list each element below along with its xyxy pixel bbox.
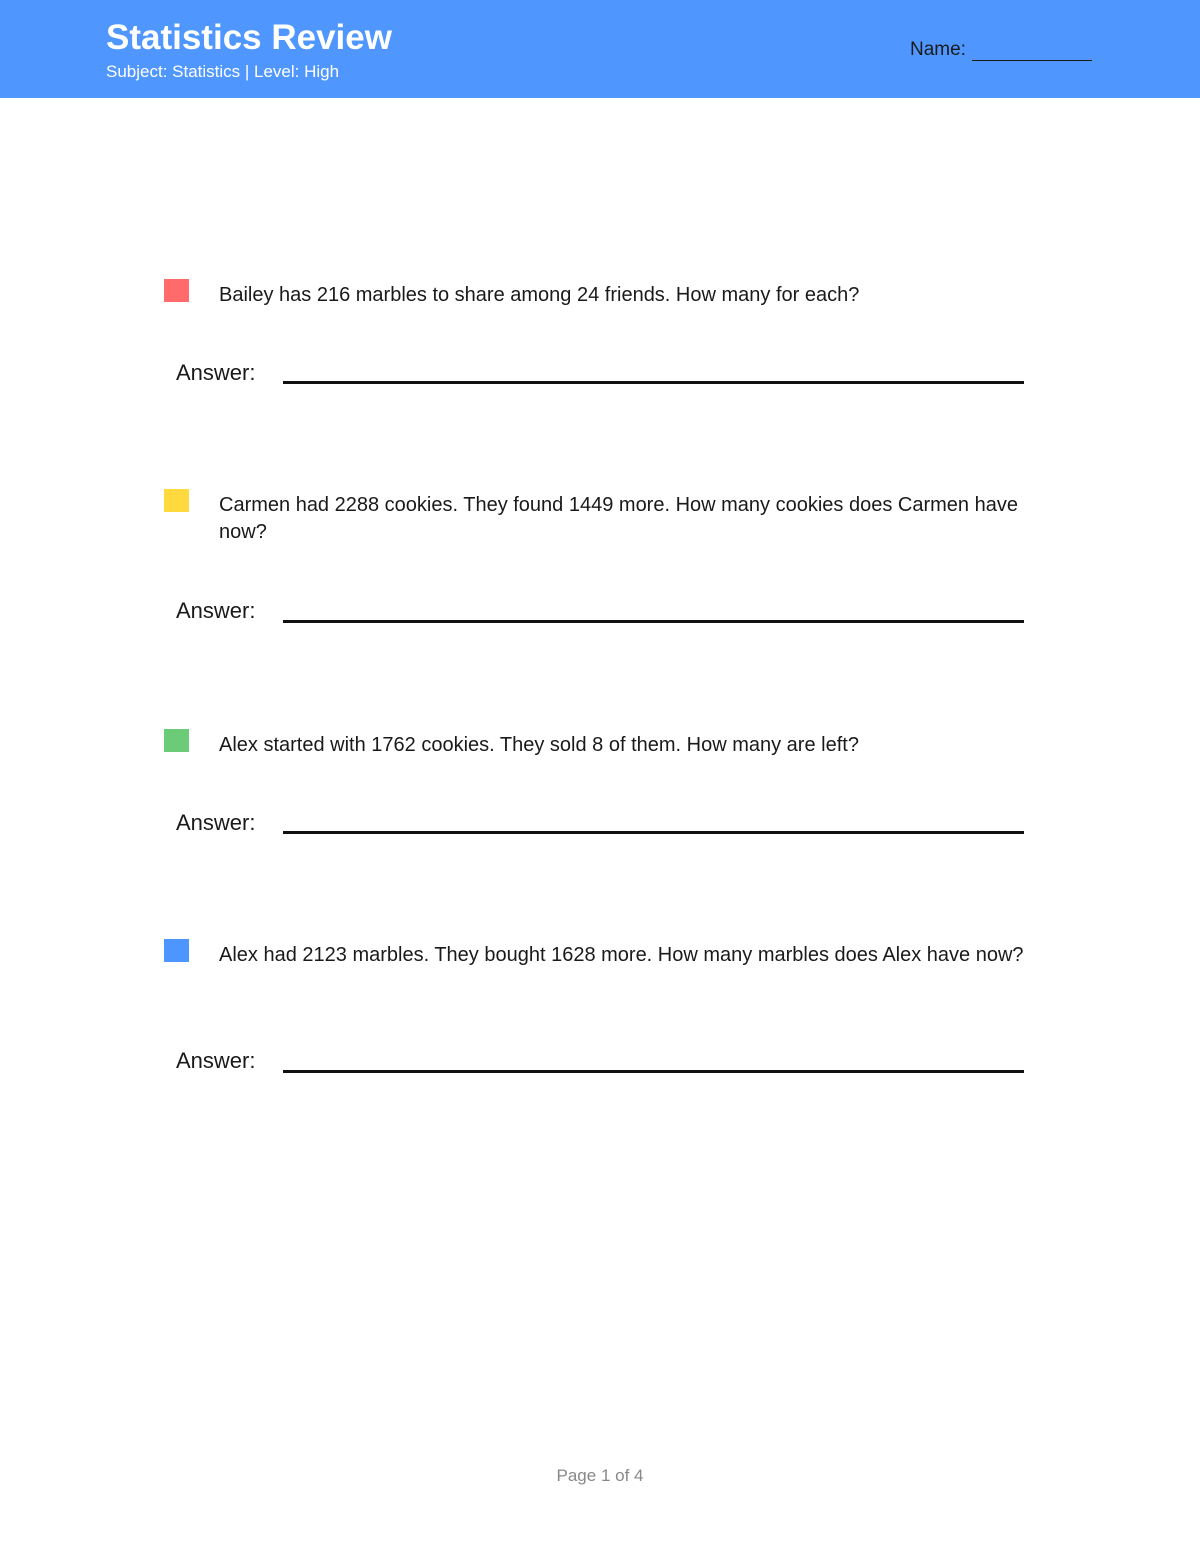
question-color-marker	[164, 279, 189, 302]
question-text: Carmen had 2288 cookies. They found 1449 more. How many cookies does Carmen have now?	[219, 494, 1018, 543]
answer-line[interactable]	[283, 831, 1024, 834]
question-text: Bailey has 216 marbles to share among 24 friends. How many for each?	[219, 284, 860, 306]
question-color-marker	[164, 729, 189, 752]
question-text: Alex started with 1762 cookies. They sold 8 of them. How many are left?	[219, 734, 859, 756]
answer-label: Answer:	[176, 810, 256, 835]
question-color-marker	[164, 489, 189, 512]
name-blank-line[interactable]	[972, 42, 1092, 61]
answer-label: Answer:	[176, 360, 256, 385]
page-number: Page 1 of 4	[556, 1466, 644, 1485]
worksheet-header	[0, 0, 1200, 98]
answer-line[interactable]	[283, 1070, 1024, 1073]
worksheet-title: Statistics Review	[106, 18, 392, 57]
question-text: Alex had 2123 marbles. They bought 1628 more. How many marbles does Alex have now?	[219, 944, 1024, 966]
answer-line[interactable]	[283, 381, 1024, 384]
answer-line[interactable]	[283, 620, 1024, 623]
name-field	[910, 39, 1092, 63]
answer-label: Answer:	[176, 598, 256, 623]
question-color-marker	[164, 939, 189, 962]
worksheet-subtitle: Subject: Statistics | Level: High	[106, 62, 340, 81]
answer-label: Answer:	[176, 1048, 256, 1073]
name-label: Name:	[910, 39, 966, 60]
